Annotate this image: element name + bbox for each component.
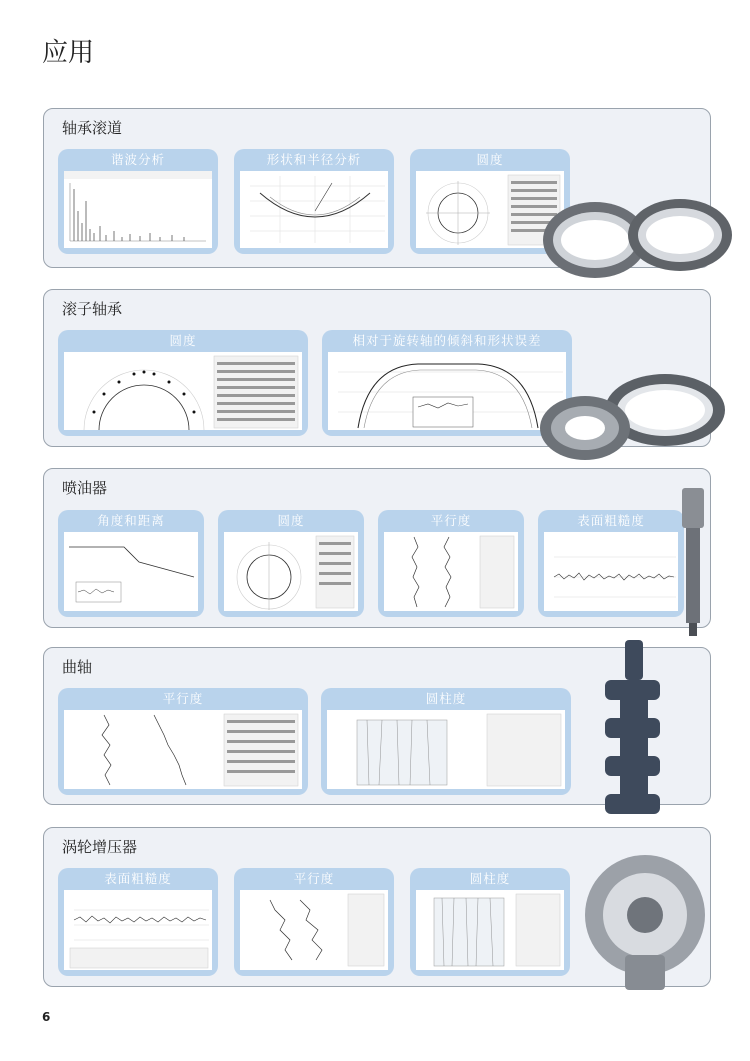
- roundness-chart-thumbnail: [224, 532, 358, 611]
- surface-roughness-chart-thumbnail: [64, 890, 212, 970]
- cylindricity-chart-thumbnail: [416, 890, 564, 970]
- angle-distance-chart-thumbnail: [64, 532, 198, 611]
- parallelism-chart-thumbnail: [240, 890, 388, 970]
- card-label: 表面粗糙度: [104, 871, 172, 886]
- card-parallelism: [378, 510, 524, 617]
- card-cylindricity: [410, 868, 570, 976]
- card-label: 圆柱度: [469, 871, 511, 886]
- card-label: 表面粗糙度: [577, 513, 645, 528]
- card-label: 相对于旋转轴的倾斜和形状误差: [352, 333, 542, 348]
- card-roundness: [58, 330, 308, 436]
- turbocharger-photo: [570, 845, 720, 995]
- parallelism-chart-thumbnail: [384, 532, 518, 611]
- card-angle-distance: [58, 510, 204, 617]
- card-label: 平行度: [430, 513, 472, 528]
- tapered-roller-bearing-photo: [535, 370, 730, 465]
- roundness-chart-thumbnail: [64, 352, 302, 430]
- card-roundness: [218, 510, 364, 617]
- harmonic-chart-thumbnail: [64, 171, 212, 248]
- section-title: 轴承滚道: [62, 119, 123, 137]
- page-number: 6: [42, 1010, 51, 1024]
- card-label: 形状和半径分析: [266, 152, 362, 167]
- surface-roughness-chart-thumbnail: [544, 532, 678, 611]
- card-label: 平行度: [293, 871, 335, 886]
- card-harmonic-analysis: [58, 149, 218, 254]
- injector-nozzle-photo: [672, 488, 712, 636]
- card-label: 谐波分析: [110, 152, 165, 167]
- card-label: 圆度: [169, 333, 197, 348]
- section-title: 喷油器: [62, 479, 108, 497]
- card-label: 平行度: [162, 691, 204, 706]
- cylindricity-chart-thumbnail: [327, 710, 565, 789]
- parallelism-chart-thumbnail: [64, 710, 302, 789]
- card-label: 角度和距离: [97, 513, 165, 528]
- section-title: 曲轴: [62, 658, 93, 676]
- card-label: 圆柱度: [425, 691, 467, 706]
- section-title: 滚子轴承: [62, 300, 123, 318]
- section-injector: [43, 468, 711, 628]
- page-title: 应用: [42, 38, 95, 68]
- ball-bearings-photo: [540, 195, 735, 285]
- card-label: 圆度: [277, 513, 305, 528]
- section-title: 涡轮增压器: [62, 838, 138, 856]
- card-cylindricity: [321, 688, 571, 795]
- card-parallelism: [58, 688, 308, 795]
- card-parallelism: [234, 868, 394, 976]
- card-shape-radius-analysis: [234, 149, 394, 254]
- crankshaft-photo: [590, 640, 680, 820]
- tilt-form-chart-thumbnail: [328, 352, 566, 430]
- card-surface-roughness: [58, 868, 218, 976]
- shape-radius-chart-thumbnail: [240, 171, 388, 248]
- card-label: 圆度: [476, 152, 504, 167]
- card-surface-roughness: [538, 510, 684, 617]
